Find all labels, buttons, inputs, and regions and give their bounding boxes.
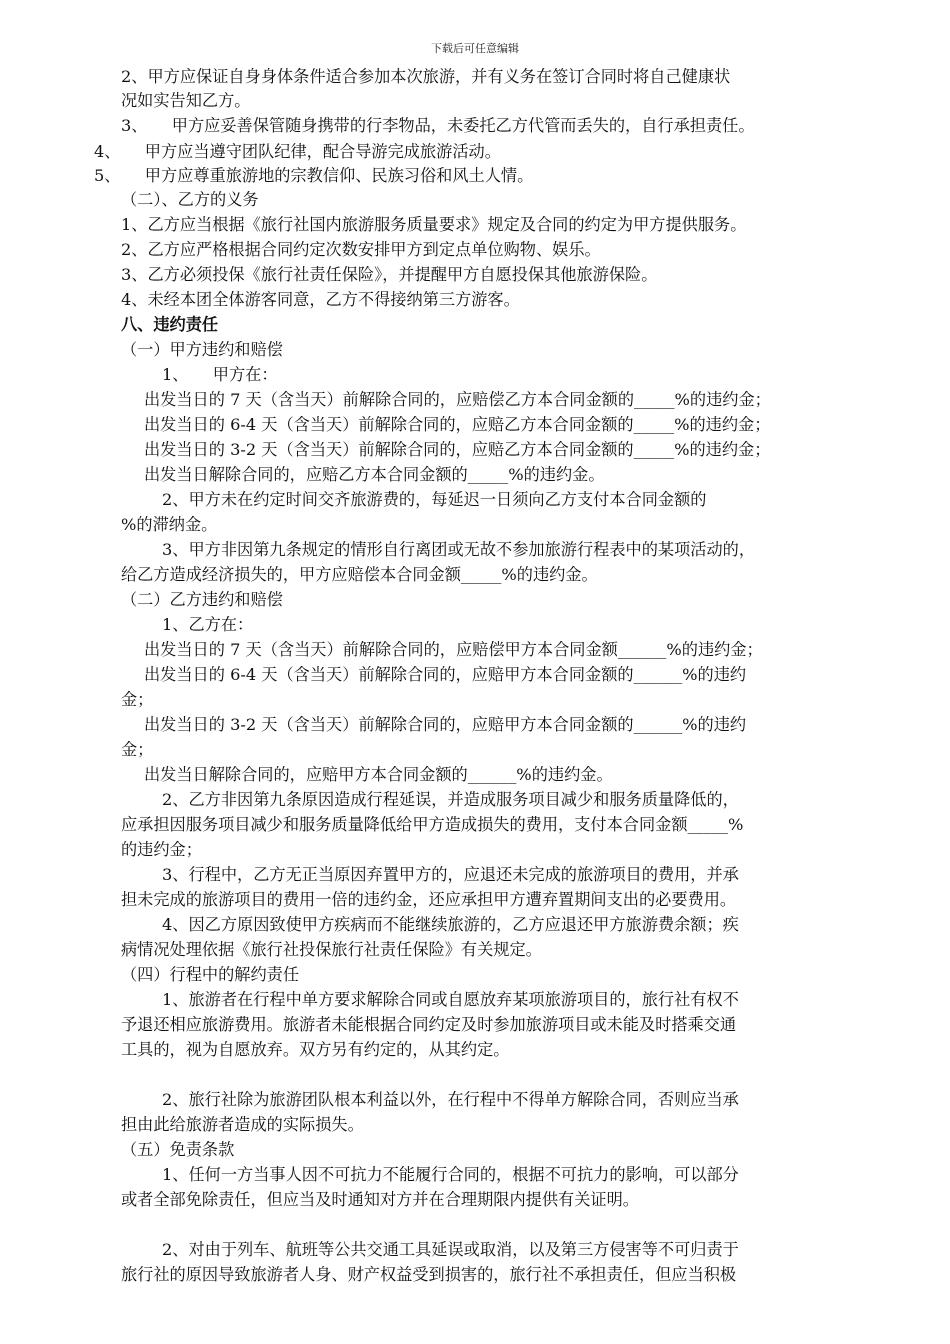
text-line: 担由此给旅游者造成的实际损失。 xyxy=(121,1115,364,1134)
text-line: 的违约金； xyxy=(121,840,202,859)
text-line: 3、 甲方应妥善保管随身携带的行李物品，未委托乙方代管而丢失的，自行承担责任。 xyxy=(121,116,755,135)
text-line: 金； xyxy=(121,690,154,709)
text-line: 金； xyxy=(121,740,154,759)
text-line: 4、 甲方应当遵守团队纪律，配合导游完成旅游活动。 xyxy=(94,142,501,161)
text-line: 3、乙方必须投保《旅行社责任保险》，并提醒甲方自愿投保其他旅游保险。 xyxy=(121,265,658,284)
text-line: 5、 甲方应尊重旅游地的宗教信仰、民族习俗和风土人情。 xyxy=(94,166,534,185)
section-heading: （一）甲方违约和赔偿 xyxy=(121,340,283,359)
section-heading: （二）乙方违约和赔偿 xyxy=(121,590,283,609)
text-line: 2、对由于列车、航班等公共交通工具延误或取消，以及第三方侵害等不可归责于 xyxy=(162,1240,739,1259)
text-line: 1、乙方应当根据《旅行社国内旅游服务质量要求》规定及合同的约定为甲方提供服务。 xyxy=(121,215,747,234)
text-line: 病情况处理依据《旅行社投保旅行社责任保险》有关规定。 xyxy=(121,940,542,959)
text-line: 出发当日的 7 天（含当天）前解除合同的，应赔偿乙方本合同金额的_____%的违约金； xyxy=(144,390,771,409)
text-line: 担未完成的旅游项目的费用一倍的违约金，还应承担甲方遭弃置期间支出的必要费用。 xyxy=(121,890,737,909)
text-line: 1、任何一方当事人因不可抗力不能履行合同的，根据不可抗力的影响，可以部分 xyxy=(162,1165,739,1184)
text-line: 2、乙方非因第九条原因造成行程延误，并造成服务项目减少和服务质量降低的， xyxy=(162,790,739,809)
text-line: 出发当日的 7 天（含当天）前解除合同的，应赔偿甲方本合同金额______%的违约金； xyxy=(144,640,763,659)
page-header: 下载后可任意编辑 xyxy=(431,42,519,55)
text-line: %的滞纳金。 xyxy=(121,515,218,534)
section-heading: （四）行程中的解约责任 xyxy=(121,965,300,984)
text-line: 1、旅游者在行程中单方要求解除合同或自愿放弃某项旅游项目的，旅行社有权不 xyxy=(162,990,739,1009)
text-line: 1、乙方在： xyxy=(162,615,254,634)
text-line: 况如实告知乙方。 xyxy=(121,91,251,110)
text-line: 2、乙方应严格根据合同约定次数安排甲方到定点单位购物、娱乐。 xyxy=(121,240,601,259)
text-line: 4、未经本团全体游客同意，乙方不得接纳第三方游客。 xyxy=(121,290,520,309)
text-line: 工具的，视为自愿放弃。双方另有约定的，从其约定。 xyxy=(121,1040,510,1059)
section-heading: （五）免责条款 xyxy=(121,1140,235,1159)
text-line: 3、行程中，乙方无正当原因弃置甲方的，应退还未完成的旅游项目的费用，并承 xyxy=(162,865,739,884)
text-line: 出发当日的 6-4 天（含当天）前解除合同的，应赔乙方本合同金额的_____%的违约金； xyxy=(144,415,771,434)
text-line: 旅行社的原因导致旅游者人身、财产权益受到损害的，旅行社不承担责任，但应当积极 xyxy=(121,1265,737,1284)
text-line: 出发当日的 3-2 天（含当天）前解除合同的，应赔乙方本合同金额的_____%的违约金； xyxy=(144,440,771,459)
text-line: 3、甲方非因第九条规定的情形自行离团或无故不参加旅游行程表中的某项活动的， xyxy=(162,540,756,559)
text-line: 予退还相应旅游费用。旅游者未能根据合同约定及时参加旅游项目或未能及时搭乘交通 xyxy=(121,1015,737,1034)
text-line: 出发当日的 3-2 天（含当天）前解除合同的，应赔甲方本合同金额的______%的违约 xyxy=(144,715,747,734)
text-line: 2、旅行社除为旅游团队根本利益以外，在行程中不得单方解除合同，否则应当承 xyxy=(162,1090,739,1109)
text-line: 应承担因服务项目减少和服务质量降低给甲方造成损失的费用，支付本合同金额_____% xyxy=(121,815,744,834)
section-heading: （二）、乙方的义务 xyxy=(121,190,259,209)
text-line: 2、甲方未在约定时间交齐旅游费的，每延迟一日须向乙方支付本合同金额的 xyxy=(162,490,707,509)
text-line: 给乙方造成经济损失的，甲方应赔偿本合同金额_____%的违约金。 xyxy=(121,565,598,584)
text-line: 出发当日的 6-4 天（含当天）前解除合同的，应赔甲方本合同金额的______%的违约 xyxy=(144,665,747,684)
text-line: 1、 甲方在： xyxy=(162,365,278,384)
chapter-heading: 八、违约责任 xyxy=(121,315,219,334)
text-line: 或者全部免除责任，但应当及时通知对方并在合理期限内提供有关证明。 xyxy=(121,1190,639,1209)
text-line: 4、因乙方原因致使甲方疾病而不能继续旅游的，乙方应退还甲方旅游费余额；疾 xyxy=(162,915,739,934)
text-line: 2、甲方应保证自身身体条件适合参加本次旅游，并有义务在签订合同时将自己健康状 xyxy=(121,67,731,86)
text-line: 出发当日解除合同的，应赔甲方本合同金额的______%的违约金。 xyxy=(144,765,613,784)
text-line: 出发当日解除合同的，应赔乙方本合同金额的_____%的违约金。 xyxy=(144,465,605,484)
